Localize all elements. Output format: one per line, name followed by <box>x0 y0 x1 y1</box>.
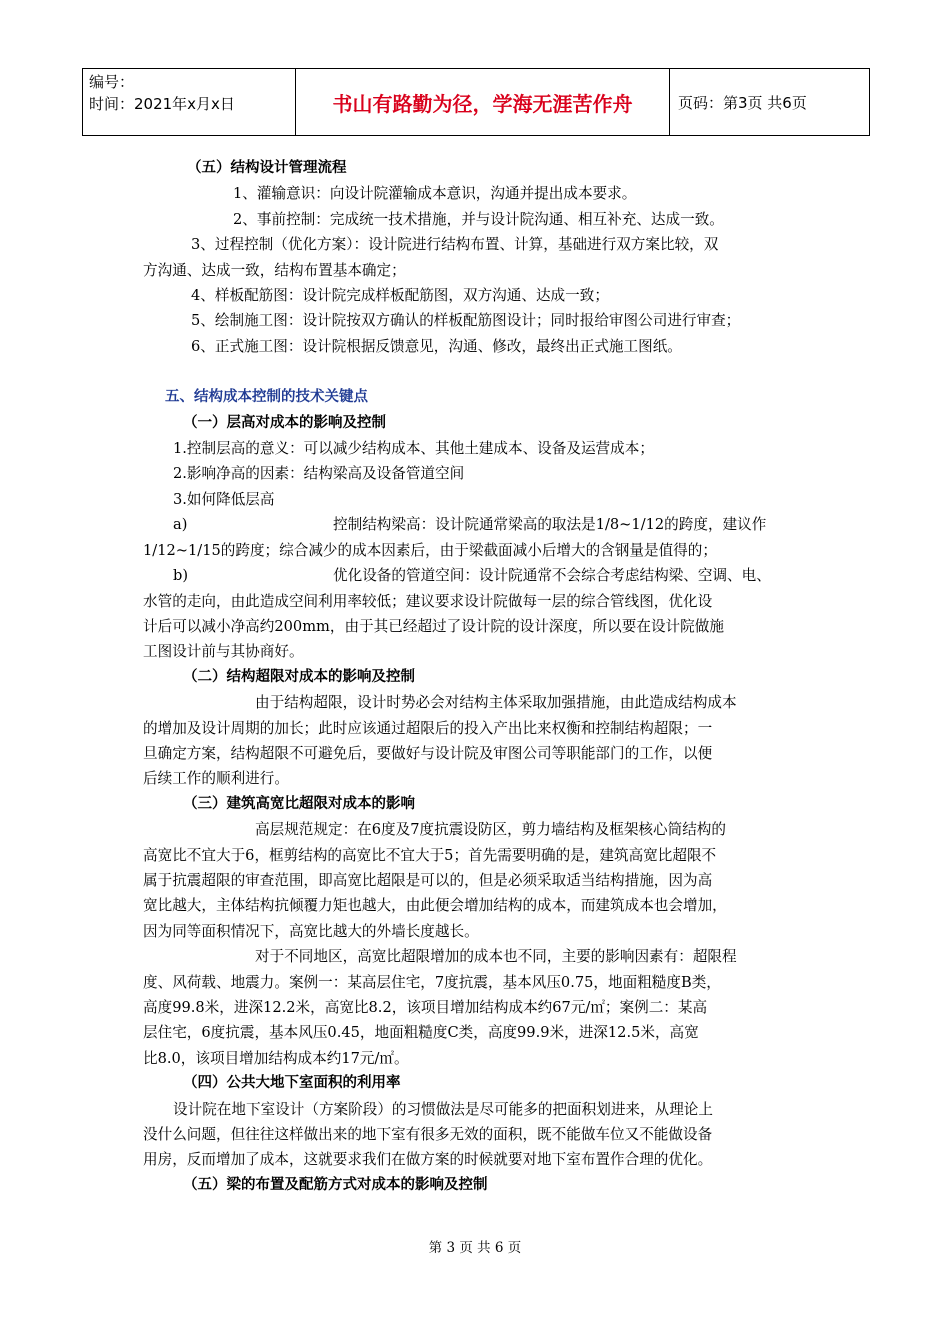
paragraph-line: 的增加及设计周期的加长；此时应该通过超限后的投入产出比来权衡和控制结构超限；一 <box>143 719 713 737</box>
page-footer: 第 3 页 共 6 页 <box>428 1240 522 1256</box>
paragraph-line: 水管的走向，由此造成空间利用率较低；建议要求设计院做每一层的综合管线图，优化设 <box>143 592 713 610</box>
section-heading-beams: （五）梁的布置及配筋方式对成本的影响及控制 <box>183 1176 488 1193</box>
paragraph-line: 由于结构超限，设计时势必会对结构主体采取加强措施，由此造成结构成本 <box>255 694 737 712</box>
paragraph-line: 高度99.8米，进深12.2米，高宽比8.2，该项目增加结构成本约67元/㎡；案例二：某高 <box>143 999 708 1016</box>
page-header-table <box>82 68 870 136</box>
flow-item-1: 1、灌输意识：向设计院灌输成本意识，沟通并提出成本要求。 <box>233 185 637 203</box>
paragraph-line: 比8.0，该项目增加结构成本约17元/㎡。 <box>143 1049 409 1067</box>
header-motto: 书山有路勤为径，学海无涯苦作舟 <box>296 69 670 135</box>
paragraph-line: 宽比越大，主体结构抗倾覆力矩也越大，由此便会增加结构的成本，而建筑成本也会增加， <box>143 897 727 915</box>
flow-item-6: 6、正式施工图：设计院根据反馈意见，沟通、修改，最终出正式施工图纸。 <box>191 337 682 355</box>
list-text: 控制结构梁高：设计院通常梁高的取法是1/8~1/12的跨度，建议作 <box>333 516 767 534</box>
paragraph-line: 计后可以减小净高约200mm，由于其已经超过了设计院的设计深度，所以要在设计院做施 <box>143 617 724 635</box>
flow-item-2: 2、事前控制：完成统一技术措施，并与设计院沟通、相互补充、达成一致。 <box>233 210 724 228</box>
paragraph-line: 工图设计前与其协商好。 <box>143 643 304 661</box>
header-page-info: 页码：第3页 共6页 <box>678 93 807 112</box>
section-heading-aspect-ratio: （三）建筑高宽比超限对成本的影响 <box>183 795 415 812</box>
paragraph-line: 属于抗震超限的审查范围，即高宽比超限是可以的，但是必须采取适当结构措施，因为高 <box>143 871 713 889</box>
paragraph-line: 旦确定方案，结构超限不可避免后，要做好与设计院及审图公司等职能部门的工作，以便 <box>143 744 713 762</box>
floor-height-point-1: 1.控制层高的意义：可以减少结构成本、其他土建成本、设备及运营成本； <box>173 440 654 458</box>
list-marker: b) <box>173 567 189 585</box>
paragraph-line: 设计院在地下室设计（方案阶段）的习惯做法是尽可能多的把面积划进来，从理论上 <box>173 1100 713 1118</box>
floor-height-point-3: 3.如何降低层高 <box>173 490 275 508</box>
flow-item-4: 4、样板配筋图：设计院完成样板配筋图，双方沟通、达成一致； <box>191 287 609 305</box>
paragraph-line: 后续工作的顺利进行。 <box>143 770 289 788</box>
flow-item-3: 3、过程控制（优化方案）：设计院进行结构布置、计算，基础进行双方案比较，双 <box>191 236 719 254</box>
paragraph-line: 用房，反而增加了成本，这就要求我们在做方案的时候就要对地下室布置作合理的优化。 <box>143 1151 713 1169</box>
section-heading-basement: （四）公共大地下室面积的利用率 <box>183 1075 401 1092</box>
floor-height-point-2: 2.影响净高的因素：结构梁高及设备管道空间 <box>173 465 465 483</box>
list-text: 优化设备的管道空间：设计院通常不会综合考虑结构梁、空调、电、 <box>333 567 771 585</box>
paragraph-line: 高宽比不宜大于6，框剪结构的高宽比不宜大于5；首先需要明确的是，建筑高宽比超限不 <box>143 846 717 864</box>
flow-item-3-cont: 方沟通、达成一致，结构布置基本确定； <box>143 261 406 279</box>
list-marker: a) <box>173 516 188 534</box>
paragraph-line: 没什么问题，但往往这样做出来的地下室有很多无效的面积，既不能做车位又不能做设备 <box>143 1126 713 1144</box>
document-body <box>143 156 813 1198</box>
list-item <box>143 512 813 537</box>
paragraph-line: 层住宅，6度抗震，基本风压0.45，地面粗糙度C类，高度99.9米，进深12.5米，高宽 <box>143 1024 699 1042</box>
section-heading-floor-height: （一）层高对成本的影响及控制 <box>183 414 386 431</box>
paragraph-line: 因为同等面积情况下，高宽比越大的外墙长度越长。 <box>143 922 479 940</box>
date-label: 时间：2021年x月x日 <box>89 95 235 113</box>
paragraph-line: 度、风荷载、地震力。案例一：某高层住宅，7度抗震，基本风压0.75，地面粗糙度B类， <box>143 973 721 991</box>
serial-label: 编号： <box>89 73 135 91</box>
header-meta-cell <box>83 69 296 135</box>
list-item <box>143 563 813 588</box>
section-heading-overrun: （二）结构超限对成本的影响及控制 <box>183 668 415 685</box>
paragraph-line: 对于不同地区，高宽比超限增加的成本也不同，主要的影响因素有：超限程 <box>255 948 737 966</box>
flow-item-5: 5、绘制施工图：设计院按双方确认的样板配筋图设计；同时报给审图公司进行审查； <box>191 312 741 330</box>
chapter-heading: 五、结构成本控制的技术关键点 <box>165 389 368 406</box>
paragraph-line: 高层规范规定：在6度及7度抗震设防区，剪力墙结构及框架核心筒结构的 <box>255 821 726 839</box>
paragraph-line: 1/12~1/15的跨度；综合减少的成本因素后，由于梁截面减小后增大的含钢量是值得的； <box>143 541 717 559</box>
section-heading-flow: （五）结构设计管理流程 <box>187 160 347 176</box>
